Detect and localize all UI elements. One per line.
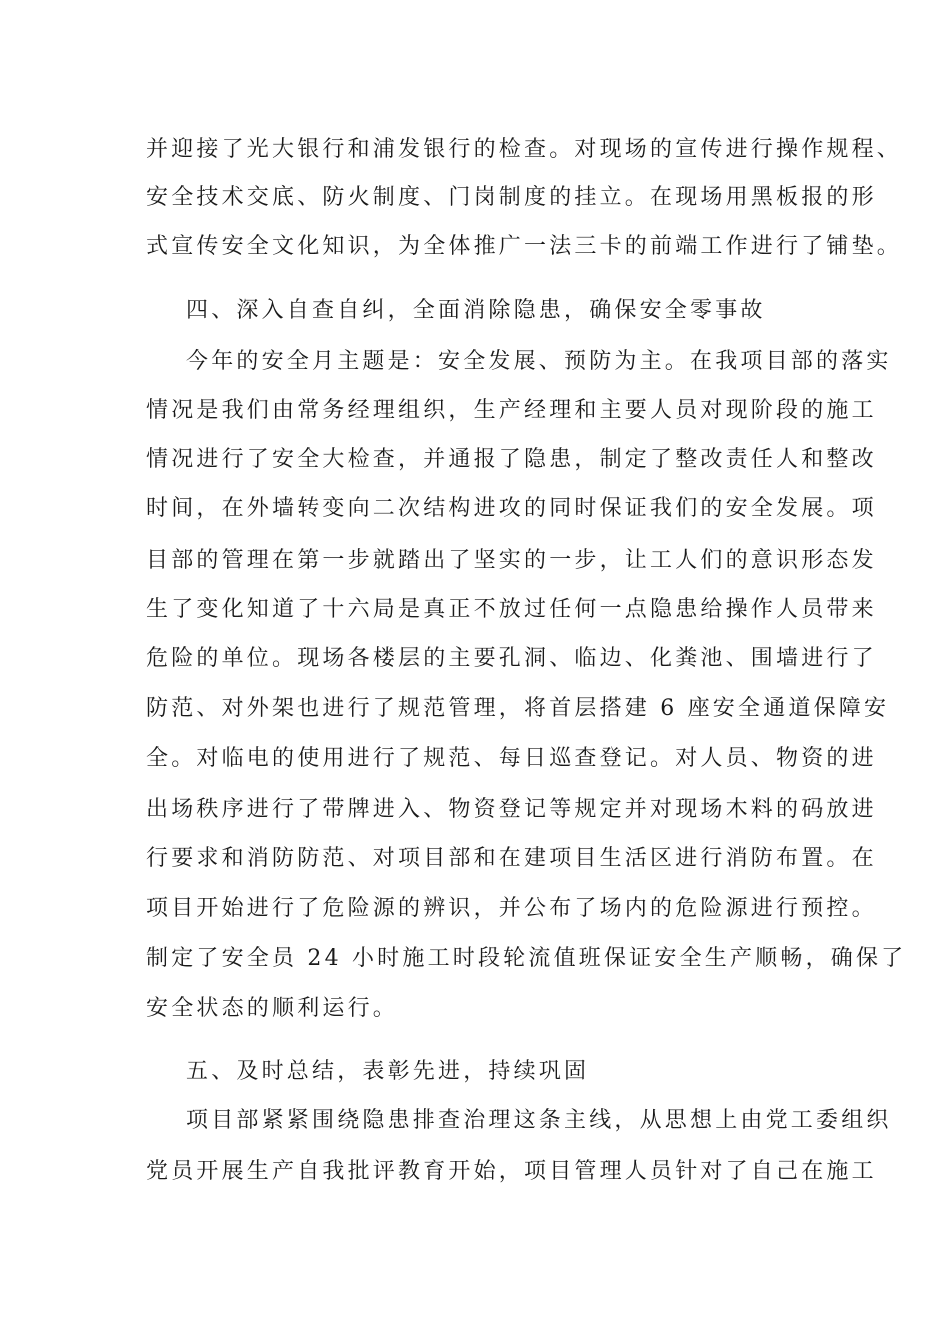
section-4-line-8: 防范、对外架也进行了规范管理，将首层搭建 6 座安全通道保障安 <box>146 696 890 721</box>
section-4-line-6: 生了变化知道了十六局是真正不放过任何一点隐患给操作人员带来 <box>146 597 877 622</box>
section-5-line-2: 党员开展生产自我批评教育开始，项目管理人员针对了自己在施工 <box>146 1159 877 1184</box>
section-5-heading: 五、及时总结，表彰先进，持续巩固 <box>186 1059 590 1084</box>
paragraph-1-line-2: 安全技术交底、防火制度、门岗制度的挂立。在现场用黑板报的形 <box>146 185 877 210</box>
section-4-line-2: 情况是我们由常务经理组织，生产经理和主要人员对现阶段的施工 <box>146 398 877 423</box>
section-5-line-1: 项目部紧紧围绕隐患排查治理这条主线，从思想上由党工委组织 <box>186 1108 892 1133</box>
section-4-line-9: 全。对临电的使用进行了规范、每日巡查登记。对人员、物资的进 <box>146 746 877 771</box>
section-4-line-11: 行要求和消防防范、对项目部和在建项目生活区进行消防布置。在 <box>146 846 877 871</box>
section-4-heading: 四、深入自查自纠，全面消除隐患，确保安全零事故 <box>186 298 766 323</box>
section-4-line-7: 危险的单位。现场各楼层的主要孔洞、临边、化粪池、围墙进行了 <box>146 646 877 671</box>
section-4-line-1: 今年的安全月主题是：安全发展、预防为主。在我项目部的落实 <box>186 349 892 374</box>
section-4-line-5: 目部的管理在第一步就踏出了坚实的一步，让工人们的意识形态发 <box>146 548 877 573</box>
section-4-line-3: 情况进行了安全大检查，并通报了隐患，制定了整改责任人和整改 <box>146 447 877 472</box>
section-4-line-12: 项目开始进行了危险源的辨识，并公布了场内的危险源进行预控。 <box>146 896 877 921</box>
paragraph-1-line-3: 式宣传安全文化知识，为全体推广一法三卡的前端工作进行了铺垫。 <box>146 234 903 259</box>
section-4-line-10: 出场秩序进行了带牌进入、物资登记等规定并对现场木料的码放进 <box>146 797 877 822</box>
paragraph-1-line-1: 并迎接了光大银行和浦发银行的检查。对现场的宣传进行操作规程、 <box>146 137 903 162</box>
section-4-line-13: 制定了安全员 24 小时施工时段轮流值班保证安全生产顺畅，确保了 <box>146 946 907 971</box>
section-4-line-4: 时间，在外墙转变向二次结构进攻的同时保证我们的安全发展。项 <box>146 496 877 521</box>
section-4-line-14: 安全状态的顺利运行。 <box>146 996 399 1021</box>
